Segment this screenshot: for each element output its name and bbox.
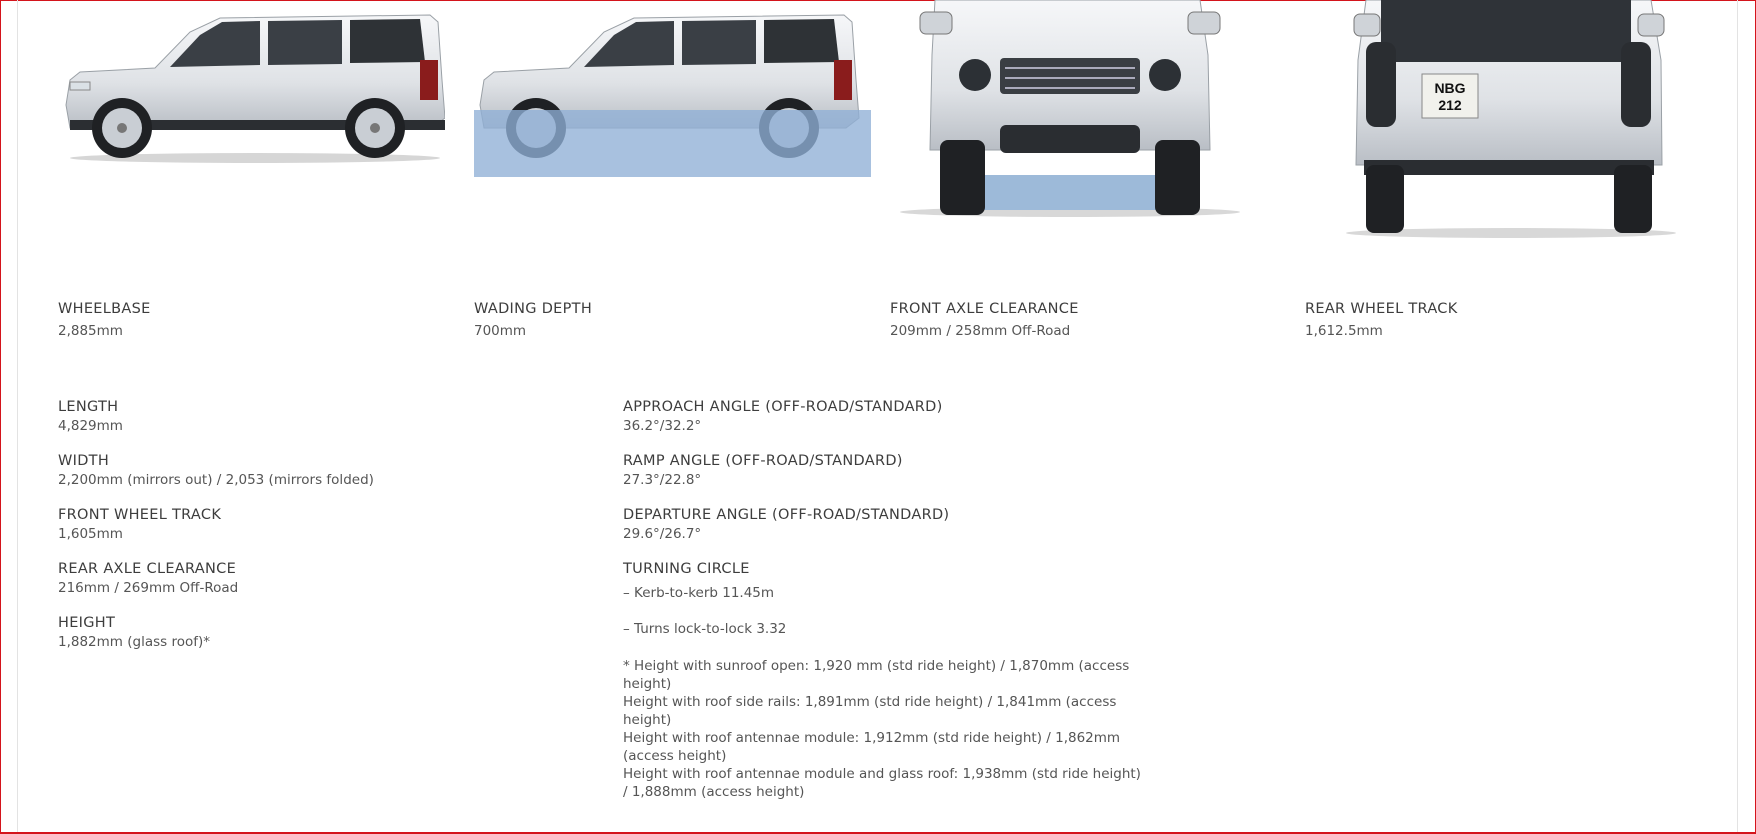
turning-circle-item: – Turns lock-to-lock 3.32 bbox=[623, 621, 787, 637]
spec-value-departure-angle: 29.6°/26.7° bbox=[623, 526, 702, 542]
spec-value-rear-wheel-track: 1,612.5mm bbox=[1305, 323, 1383, 339]
water-level-overlay bbox=[474, 110, 871, 177]
content-right-rule bbox=[1737, 0, 1738, 834]
car-rear-view-image bbox=[1336, 0, 1686, 240]
spec-label-rear-wheel-track: REAR WHEEL TRACK bbox=[1305, 301, 1458, 317]
footnote-line: * Height with sunroof open: 1,920 mm (std ride height) / 1,870mm (access height) bbox=[623, 658, 1130, 692]
spec-label-wheelbase: WHEELBASE bbox=[58, 301, 151, 317]
spec-label-ramp-angle: RAMP ANGLE (OFF-ROAD/STANDARD) bbox=[623, 453, 903, 469]
spec-value-front-axle-clearance: 209mm / 258mm Off-Road bbox=[890, 323, 1071, 339]
content-left-rule bbox=[17, 0, 18, 834]
footnote-line: Height with roof antennae module: 1,912mm (std ride height) / 1,862mm (access height) bbox=[623, 730, 1121, 764]
spec-value-length: 4,829mm bbox=[58, 418, 123, 434]
spec-value-front-wheel-track: 1,605mm bbox=[58, 526, 123, 542]
spec-value-ramp-angle: 27.3°/22.8° bbox=[623, 472, 702, 488]
spec-value-wading-depth: 700mm bbox=[474, 323, 527, 339]
spec-label-turning-circle: TURNING CIRCLE bbox=[623, 561, 750, 577]
spec-label-approach-angle: APPROACH ANGLE (OFF-ROAD/STANDARD) bbox=[623, 399, 943, 415]
spec-label-height: HEIGHT bbox=[58, 615, 116, 631]
spec-label-rear-axle-clearance: REAR AXLE CLEARANCE bbox=[58, 561, 237, 577]
footnote-line: Height with roof antennae module and glass roof: 1,938mm (std ride height) / 1,888mm (access height) bbox=[623, 766, 1141, 800]
spec-value-rear-axle-clearance: 216mm / 269mm Off-Road bbox=[58, 580, 239, 596]
spec-value-wheelbase: 2,885mm bbox=[58, 323, 123, 339]
spec-label-front-axle-clearance: FRONT AXLE CLEARANCE bbox=[890, 301, 1079, 317]
spec-label-wading-depth: WADING DEPTH bbox=[474, 301, 593, 317]
spec-label-width: WIDTH bbox=[58, 453, 110, 469]
svg-text:212: 212 bbox=[1438, 97, 1462, 113]
spec-label-departure-angle: DEPARTURE ANGLE (OFF-ROAD/STANDARD) bbox=[623, 507, 950, 523]
car-wading-depth-image bbox=[474, 10, 872, 178]
spec-value-width: 2,200mm (mirrors out) / 2,053 (mirrors folded) bbox=[58, 472, 374, 488]
spec-value-approach-angle: 36.2°/32.2° bbox=[623, 418, 702, 434]
spec-label-length: LENGTH bbox=[58, 399, 119, 415]
car-front-view-image bbox=[890, 0, 1250, 220]
spec-value-height: 1,882mm (glass roof)* bbox=[58, 634, 211, 650]
car-side-view-image bbox=[60, 10, 445, 165]
spec-label-front-wheel-track: FRONT WHEEL TRACK bbox=[58, 507, 222, 523]
turning-circle-item: – Kerb-to-kerb 11.45m bbox=[623, 585, 775, 601]
svg-text:NBG: NBG bbox=[1434, 80, 1466, 96]
footnote-line: Height with roof side rails: 1,891mm (std ride height) / 1,841mm (access height) bbox=[623, 694, 1117, 728]
